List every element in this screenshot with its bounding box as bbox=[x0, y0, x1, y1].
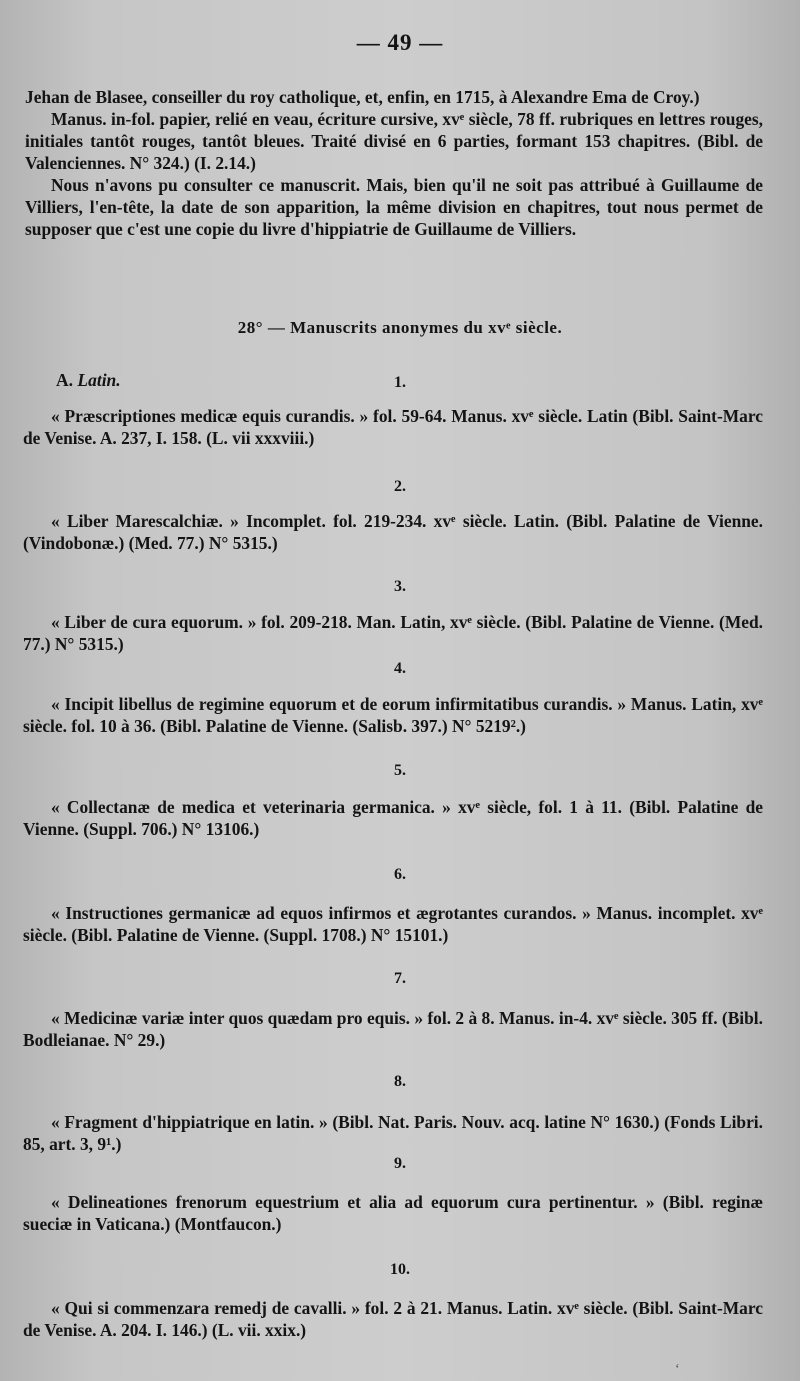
stray-ink-mark: ʻ bbox=[675, 1362, 680, 1377]
intro-paragraph-1: Jehan de Blasee, conseiller du roy catholique, et, enfin, en 1715, à Alexandre Ema de Croy.) bbox=[25, 87, 700, 107]
entry-text: « Fragment d'hippiatrique en latin. » (Bibl. Nat. Paris. Nouv. acq. latine N° 1630.) (Fonds Libri. 85, art. 3, 9¹.) bbox=[23, 1112, 763, 1154]
entry-number: 2. bbox=[394, 478, 406, 495]
entry-number: 3. bbox=[394, 578, 406, 595]
entry-text: « Liber Marescalchiæ. » Incomplet. fol. 219-234. xvᵉ siècle. Latin. (Bibl. Palatine de Vienne. (Vindobonæ.) (Med. 77.) N° 5315.) bbox=[23, 511, 763, 553]
entry-number: 6. bbox=[394, 866, 406, 883]
entry-text: « Delineationes frenorum equestrium et alia ad equorum cura pertinentur. » (Bibl. reginæ sueciæ in Vaticana.) (Montfaucon.) bbox=[23, 1192, 763, 1234]
entry-text: « Incipit libellus de regimine equorum et de eorum infirmitatibus curandis. » Manus. Latin, xvᵉ siècle. fol. 10 à 36. (Bibl. Palatine de Vienne. (Salisb. 397.) N° 5219².) bbox=[23, 694, 763, 736]
entry-text: « Instructiones germanicæ ad equos infirmos et ægrotantes curandos. » Manus. incomplet. xvᵉ siècle. (Bibl. Palatine de Vienne. (Suppl. 1708.) N° 15101.) bbox=[23, 903, 763, 945]
entry-number: 5. bbox=[394, 762, 406, 779]
entry-number: 8. bbox=[394, 1073, 406, 1090]
entry-text: « Qui si commenzara remedj de cavalli. » fol. 2 à 21. Manus. Latin. xvᵉ siècle. (Bibl. Saint-Marc de Venise. A. 204. I. 146.) (L. vii. xxix.) bbox=[23, 1298, 763, 1340]
entry-text: « Liber de cura equorum. » fol. 209-218. Man. Latin, xvᵉ siècle. (Bibl. Palatine de Vienne. (Med. 77.) N° 5315.) bbox=[23, 612, 763, 654]
sub-heading-prefix: A. bbox=[56, 370, 74, 390]
entry-text: « Præscriptiones medicæ equis curandis. » fol. 59-64. Manus. xvᵉ siècle. Latin (Bibl. Saint-Marc de Venise. A. 237, I. 158. (L. vii xxxviii.) bbox=[23, 406, 763, 448]
section-heading: 28° — Manuscrits anonymes du xvᵉ siècle. bbox=[237, 318, 563, 337]
entry-text: « Collectanæ de medica et veterinaria germanica. » xvᵉ siècle, fol. 1 à 11. (Bibl. Palatine de Vienne. (Suppl. 706.) N° 13106.) bbox=[23, 797, 763, 839]
entry-number: 7. bbox=[394, 970, 406, 987]
page-number: — 49 — bbox=[356, 30, 444, 55]
entry-number: 9. bbox=[394, 1155, 406, 1172]
entry-number: 4. bbox=[394, 660, 406, 677]
intro-paragraph-3: Nous n'avons pu consulter ce manuscrit. Mais, bien qu'il ne soit pas attribué à Guillaume de Villiers, l'en-tête, la date de son apparition, la même division en chapitres, tout nous permet de supposer que c'est une copie du livre d'hippiatrie de Guillaume de Villiers. bbox=[25, 175, 763, 239]
entry-number: 10. bbox=[390, 1261, 410, 1278]
entry-text: « Medicinæ variæ inter quos quædam pro equis. » fol. 2 à 8. Manus. in-4. xvᵉ siècle. 305 ff. (Bibl. Bodleianae. N° 29.) bbox=[23, 1008, 763, 1050]
entry-number: 1. bbox=[394, 374, 406, 391]
sub-heading-label: Latin. bbox=[77, 370, 121, 390]
intro-text bbox=[25, 86, 763, 240]
intro-paragraph-2: Manus. in-fol. papier, relié en veau, écriture cursive, xvᵉ siècle, 78 ff. rubriques en lettres rouges, initiales tantôt rouges, tantôt bleues. Traité divisé en 6 parties, formant 153 chapitres. (Bibl. de Valenciennes. N° 324.) (I. 2.14.) bbox=[25, 109, 763, 173]
